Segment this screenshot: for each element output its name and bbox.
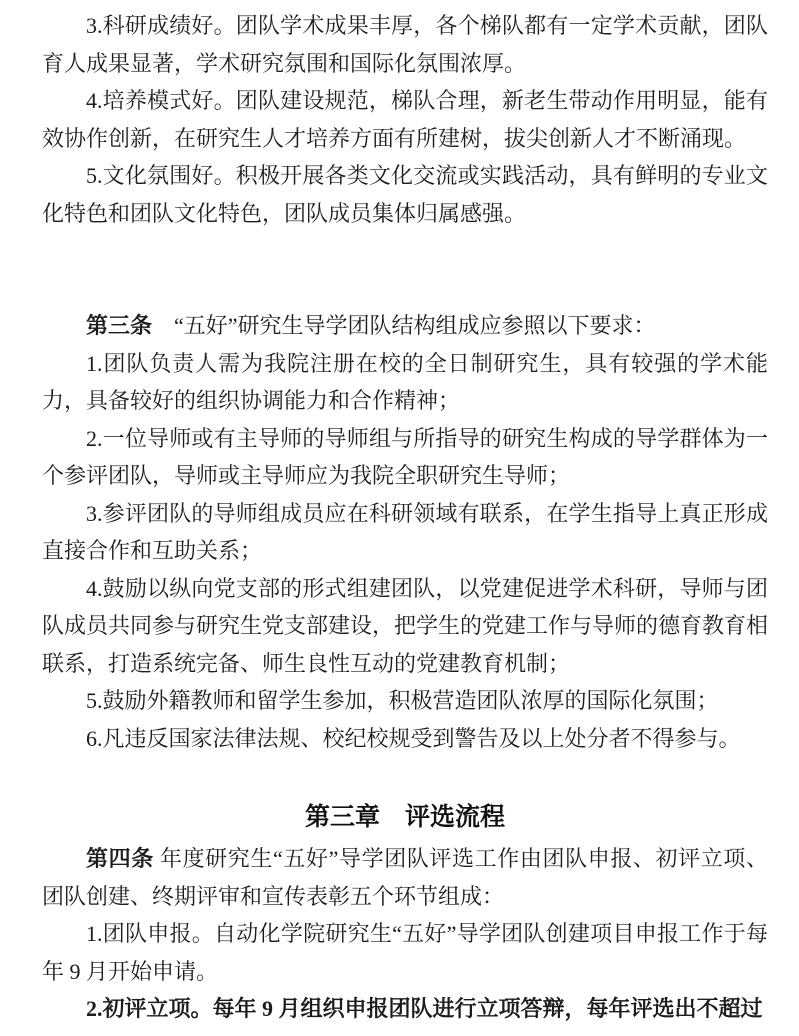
chapter-heading [42, 795, 768, 840]
paragraph [42, 307, 768, 345]
paragraph [42, 570, 768, 683]
paragraph [42, 840, 768, 915]
paragraph [42, 7, 768, 82]
paragraph [42, 915, 768, 990]
text-run: 3.参评团队的导师组成员应在科研领域有联系，在学生指导上真正形成直接合作和互助关系； [42, 500, 768, 563]
paragraph [42, 682, 768, 720]
bold-text-run: 2.初评立项。每年 9 月组织申报团队进行立项答辩，每年评选出不超过 [86, 996, 763, 1021]
paragraph [42, 420, 768, 495]
bold-text-run: 第四条 [86, 846, 154, 871]
text-run: 5.鼓励外籍教师和留学生参加，积极营造团队浓厚的国际化氛围； [86, 688, 719, 713]
text-run: “五好”研究生导学团队结构组成应参照以下要求： [152, 313, 656, 338]
text-run: 5.文化氛围好。积极开展各类文化交流或实践活动，具有鲜明的专业文化特色和团队文化特色，团队成员集体归属感强。 [42, 163, 768, 226]
paragraph [42, 990, 768, 1028]
text-run: 1.团队负责人需为我院注册在校的全日制研究生，具有较强的学术能力，具备较好的组织协调能力和合作精神； [42, 350, 768, 413]
blank-space [42, 232, 768, 307]
bold-text-run: 第三章 评选流程 [304, 803, 505, 831]
paragraph [42, 495, 768, 570]
text-run: 2.一位导师或有主导师的导师组与所指导的研究生构成的导学群体为一个参评团队，导师或主导师应为我院全职研究生导师； [42, 425, 768, 488]
text-run: 4.鼓励以纵向党支部的形式组建团队，以党建促进学术科研，导师与团队成员共同参与研究生党支部建设，把学生的党建工作与导师的德育教育相联系，打造系统完备、师生良性互动的党建教育机制； [42, 575, 769, 676]
text-run: 6.凡违反国家法律法规、校纪校规受到警告及以上处分者不得参与。 [86, 725, 741, 751]
text-run: 3.科研成绩好。团队学术成果丰厚，各个梯队都有一定学术贡献，团队育人成果显著，学术研究氛围和国际化氛围浓厚。 [42, 13, 768, 76]
text-run: 年度研究生“五好”导学团队评选工作由团队申报、初评立项、团队创建、终期评审和宣传表彰五个环节组成： [42, 846, 768, 909]
paragraph [42, 345, 768, 420]
bold-text-run: 第三条 [86, 313, 153, 338]
document-body [42, 7, 768, 1028]
text-run: 4.培养模式好。团队建设规范，梯队合理，新老生带动作用明显，能有效协作创新，在研究生人才培养方面有所建树，拔尖创新人才不断涌现。 [42, 88, 768, 151]
text-run: 1.团队申报。自动化学院研究生“五好”导学团队创建项目申报工作于每年 9 月开始申请。 [42, 921, 768, 984]
paragraph [42, 82, 768, 157]
paragraph [42, 157, 768, 232]
paragraph [42, 720, 768, 758]
